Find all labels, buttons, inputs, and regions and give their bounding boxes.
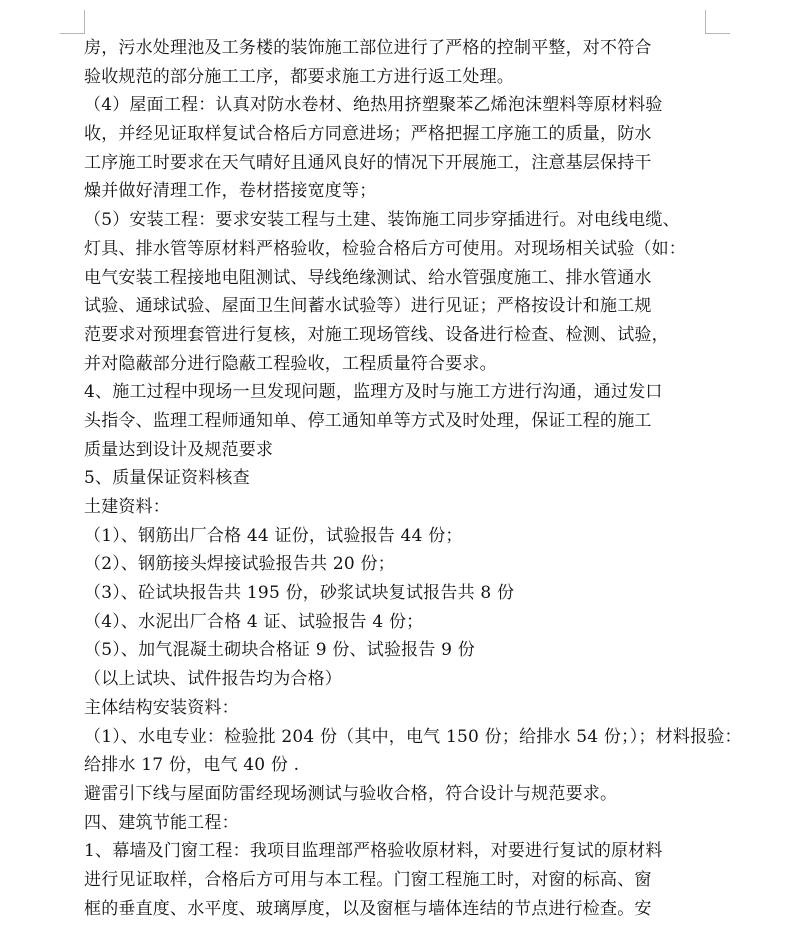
list-item: （1）、钢筋出厂合格 44 证份，试验报告 44 份； bbox=[84, 525, 463, 546]
list-item: （4）、水泥出厂合格 4 证、试验报告 4 份； bbox=[84, 611, 424, 632]
text-line: 框的垂直度、水平度、玻璃厚度，以及窗框与墙体连结的节点进行检查。安 bbox=[84, 898, 652, 919]
text-line: 收，并经见证取样复试合格后方同意进场；严格把握工序施工的质量，防水 bbox=[84, 124, 652, 145]
list-item: （2）、钢筋接头焊接试验报告共 20 份； bbox=[84, 554, 395, 575]
text-line: 质量达到设计及规范要求 bbox=[84, 439, 274, 460]
section-heading: 5、质量保证资料核查 bbox=[84, 468, 250, 489]
crop-mark-top-right-vertical bbox=[705, 10, 706, 34]
list-item: （3）、砼试块报告共 195 份，砂浆试块复试报告共 8 份 bbox=[84, 583, 515, 604]
text-line: 电气安装工程接地电阻测试、导线绝缘测试、给水管强度施工、排水管通水 bbox=[84, 267, 652, 288]
text-line: 并对隐蔽部分进行隐蔽工程验收，工程质量符合要求。 bbox=[84, 353, 497, 374]
note-line: （以上试块、试件报告均为合格） bbox=[84, 669, 342, 690]
list-item: （5）、加气混凝土砌块合格证 9 份、试验报告 9 份 bbox=[84, 640, 475, 661]
text-line: 房，污水处理池及工务楼的装饰施工部位进行了严格的控制平整，对不符合 bbox=[84, 38, 652, 58]
text-line: 1、幕墙及门窗工程：我项目监理部严格验收原材料，对要进行复试的原材料 bbox=[84, 841, 663, 862]
crop-mark-top-left-horizontal bbox=[60, 33, 85, 34]
text-line: 燥并做好清理工作，卷材搭接宽度等； bbox=[84, 181, 377, 202]
text-line: 试验、通球试验、屋面卫生间蓄水试验等）进行见证；严格按设计和施工规 bbox=[84, 296, 652, 317]
text-line: 范要求对预埋套管进行复核，对施工现场管线、设备进行检查、检测、试验， bbox=[84, 324, 669, 345]
section-heading: 四、建筑节能工程： bbox=[84, 812, 239, 833]
text-line: 进行见证取样，合格后方可用与本工程。门窗工程施工时，对窗的标高、窗 bbox=[84, 869, 652, 890]
text-line: 4、施工过程中现场一旦发现问题，监理方及时与施工方进行沟通，通过发口 bbox=[84, 382, 663, 403]
document-body bbox=[84, 34, 742, 923]
text-line: 头指令、监理工程师通知单、停工通知单等方式及时处理，保证工程的施工 bbox=[84, 410, 652, 431]
text-line: 工序施工时要求在天气晴好且通风良好的情况下开展施工，注意基层保持干 bbox=[84, 152, 652, 173]
text-line: 验收规范的部分施工工序，都要求施工方进行返工处理。 bbox=[84, 66, 514, 87]
text-line: 避雷引下线与屋面防雷经现场测试与验收合格，符合设计与规范要求。 bbox=[84, 783, 618, 804]
text-line: 灯具、排水管等原材料严格验收，检验合格后方可使用。对现场相关试验（如： bbox=[84, 238, 686, 259]
subsection-heading: 土建资料： bbox=[84, 497, 170, 517]
text-line: （4）屋面工程：认真对防水卷材、绝热用挤塑聚苯乙烯泡沫塑料等原材料验 bbox=[84, 95, 663, 116]
list-item: （1）、水电专业：检验批 204 份（其中，电气 150 份；给排水 54 份；）；材料报验： bbox=[84, 726, 742, 747]
text-line: 给排水 17 份，电气 40 份 . bbox=[84, 755, 300, 776]
crop-mark-top-left-vertical bbox=[84, 10, 85, 34]
subsection-heading: 主体结构安装资料： bbox=[84, 697, 239, 718]
text-line: （5）安装工程：要求安装工程与土建、装饰施工同步穿插进行。对电线电缆、 bbox=[84, 210, 680, 231]
